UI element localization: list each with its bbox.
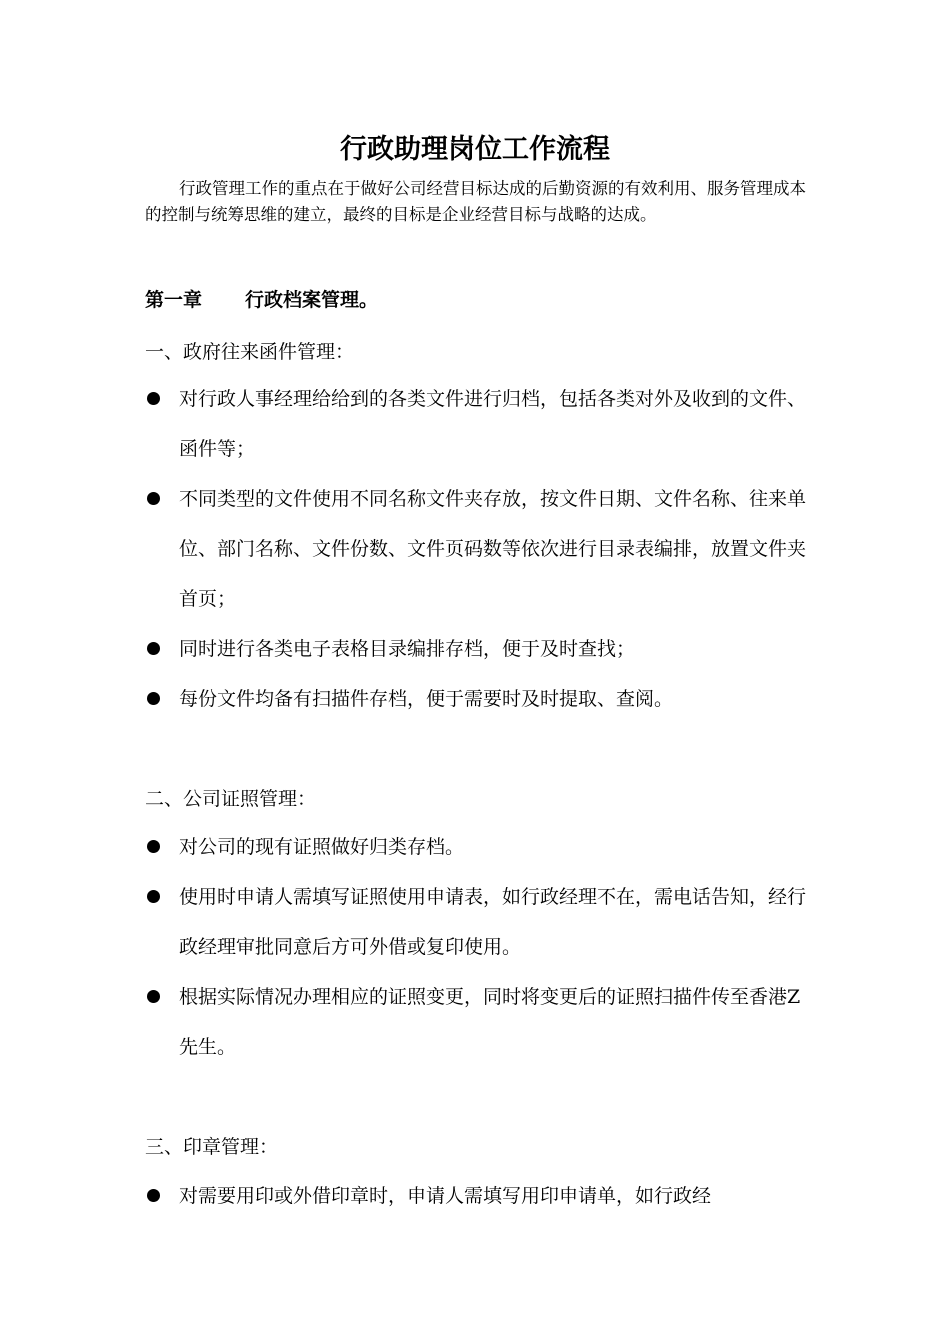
bullet-icon — [147, 990, 160, 1003]
bullet-list — [145, 374, 810, 724]
bullet-icon — [147, 642, 160, 655]
intro-paragraph: 行政管理工作的重点在于做好公司经营目标达成的后勤资源的有效利用、服务管理成本的控制与统筹思维的建立，最终的目标是企业经营目标与战略的达成。 — [145, 179, 806, 224]
list-item-text: 使用时申请人需填写证照使用申请表，如行政经理不在，需电话告知，经行政经理审批同意后方可外借或复印使用。 — [179, 886, 807, 958]
chapter-title: 行政档案管理。 — [245, 289, 379, 311]
bullet-icon — [147, 392, 160, 405]
section-heading: 一、政府往来函件管理： — [145, 341, 355, 363]
list-item — [145, 624, 810, 674]
list-item-text: 对需要用印或外借印章时，申请人需填写用印申请单，如行政经 — [179, 1185, 712, 1207]
document-title: 行政助理岗位工作流程 — [340, 134, 610, 165]
bullet-icon — [147, 840, 160, 853]
chapter-heading — [145, 284, 378, 316]
list-item — [145, 822, 810, 872]
section-heading: 二、公司证照管理： — [145, 788, 317, 810]
list-item-text: 每份文件均备有扫描件存档，便于需要时及时提取、查阅。 — [179, 688, 674, 710]
list-item-text: 同时进行各类电子表格目录编排存档，便于及时查找； — [179, 638, 636, 660]
list-item — [145, 872, 810, 972]
bullet-icon — [147, 492, 160, 505]
list-item-text: 对行政人事经理给给到的各类文件进行归档，包括各类对外及收到的文件、函件等； — [179, 388, 807, 460]
bullet-list — [145, 1171, 810, 1221]
list-item-text: 不同类型的文件使用不同名称文件夹存放，按文件日期、文件名称、往来单位、部门名称、文件份数、文件页码数等依次进行目录表编排，放置文件夹首页； — [179, 488, 807, 610]
list-item-text: 根据实际情况办理相应的证照变更，同时将变更后的证照扫描件传至香港Z先生。 — [179, 986, 801, 1058]
list-item — [145, 674, 810, 724]
list-item — [145, 474, 810, 624]
list-item-text: 对公司的现有证照做好归类存档。 — [179, 836, 465, 858]
bullet-icon — [147, 890, 160, 903]
list-item — [145, 1171, 810, 1221]
bullet-list — [145, 822, 810, 1072]
bullet-icon — [147, 692, 160, 705]
chapter-number: 第一章 — [145, 289, 203, 311]
section-heading: 三、印章管理： — [145, 1136, 279, 1158]
list-item — [145, 374, 810, 474]
list-item — [145, 972, 810, 1072]
bullet-icon — [147, 1189, 160, 1202]
